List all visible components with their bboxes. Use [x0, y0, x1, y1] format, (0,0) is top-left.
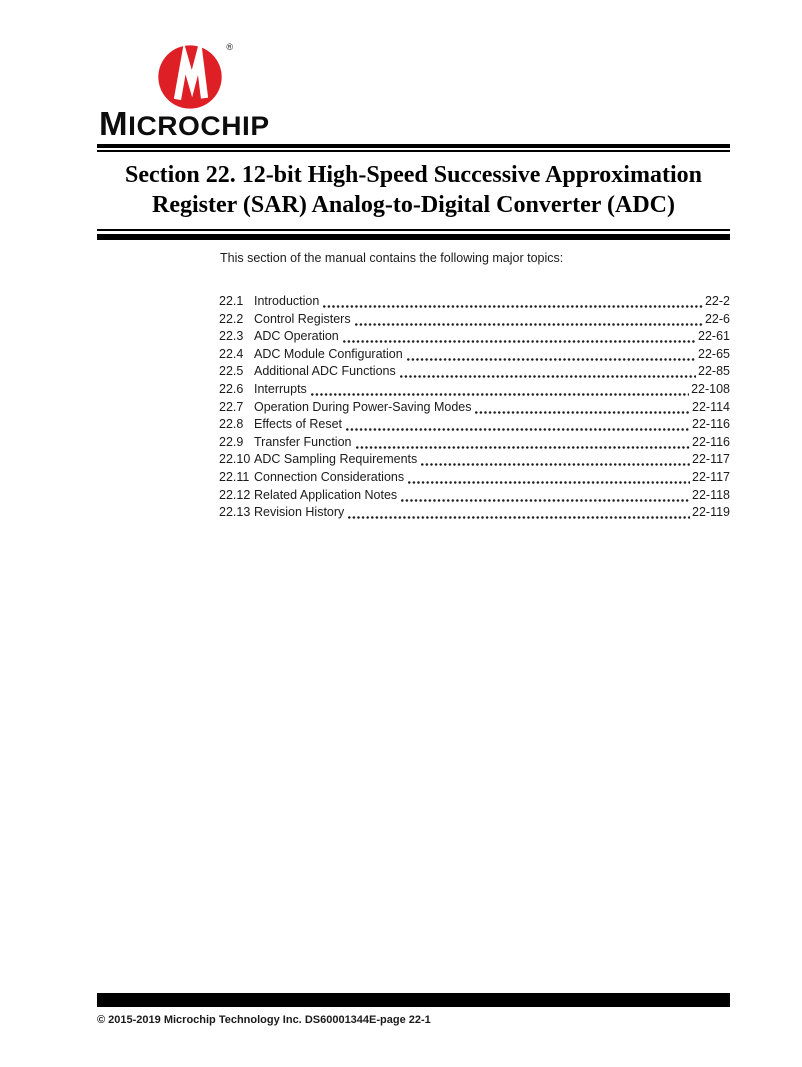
toc-dot-leader: [343, 340, 696, 343]
toc-entry-page: 22-108: [691, 381, 730, 396]
toc-entry-page: 22-116: [692, 417, 730, 432]
toc-dot-leader: [346, 428, 690, 431]
toc-entry[interactable]: [219, 294, 730, 312]
rule-bottom-thick: [97, 234, 730, 240]
toc-entry-number: 22.11: [219, 469, 250, 484]
rule-top-thick: [97, 144, 730, 148]
toc-entry[interactable]: [219, 364, 730, 382]
toc-entry-label: Additional ADC Functions: [254, 364, 396, 379]
toc-entry[interactable]: [219, 347, 730, 365]
toc-entry-page: 22-116: [692, 434, 730, 449]
toc-entry-number: 22.13: [219, 505, 251, 520]
toc-entry-page: 22-119: [692, 505, 730, 520]
toc-entry-page: 22-114: [692, 399, 730, 414]
toc-entry-page: 22-65: [698, 346, 730, 361]
page-title-line2: Register (SAR) Analog-to-Digital Converter (ADC): [151, 192, 675, 218]
toc-entry-number: 22.12: [219, 487, 251, 502]
toc-entry-number: 22.5: [219, 364, 244, 379]
toc-entry-label: ADC Sampling Requirements: [254, 452, 418, 467]
rule-bottom-thin: [97, 229, 730, 231]
footer-bar: [97, 993, 730, 1007]
toc-entry-number: 22.10: [219, 452, 251, 467]
toc-entry[interactable]: [219, 329, 730, 347]
registered-trademark-icon: ®: [226, 42, 233, 52]
toc-entry-label: Revision History: [254, 505, 345, 520]
toc-entry-label: Related Application Notes: [254, 487, 398, 502]
rule-top-thin: [97, 150, 730, 152]
toc-dot-leader: [408, 481, 690, 484]
toc-entry-page: 22-85: [698, 364, 730, 379]
toc-entry[interactable]: [219, 505, 730, 523]
toc-entry-label: Connection Considerations: [254, 469, 405, 484]
toc-entry-page: 22-2: [704, 294, 730, 308]
toc-entry-number: 22.2: [219, 311, 244, 326]
page-title: [97, 160, 730, 220]
toc-entry[interactable]: [219, 488, 730, 506]
toc-dot-leader: [311, 393, 689, 396]
toc-entry-label: Control Registers: [254, 311, 351, 326]
toc-entry-page: 22-61: [698, 329, 730, 344]
toc-entry-page: 22-118: [692, 487, 730, 502]
toc-entry[interactable]: [219, 470, 730, 488]
toc-entry[interactable]: [219, 312, 730, 330]
microchip-logo-mark: [157, 44, 235, 110]
toc-dot-leader: [356, 446, 691, 449]
toc-entry-label: Interrupts: [254, 381, 307, 396]
section-title-block: [97, 144, 730, 240]
toc-dot-leader: [475, 411, 690, 414]
toc-entry-page: 22-6: [704, 311, 730, 326]
toc-dot-leader: [400, 375, 696, 378]
toc-dot-leader: [421, 463, 690, 466]
toc-entry-label: Transfer Function: [254, 434, 352, 449]
toc-entry-number: 22.4: [219, 346, 244, 361]
table-of-contents: [219, 294, 730, 523]
toc-entry-page: 22-117: [692, 469, 730, 484]
toc-dot-leader: [355, 323, 703, 326]
footer-doc-page: DS60001344E-page 22-1: [304, 1014, 431, 1026]
toc-entry-page: 22-117: [692, 452, 730, 467]
toc-dot-leader: [348, 516, 690, 519]
toc-entry[interactable]: [219, 382, 730, 400]
microchip-wordmark: MICROCHIP: [99, 105, 270, 142]
toc-entry-number: 22.1: [219, 294, 244, 308]
microchip-m-icon: [157, 44, 223, 110]
toc-dot-leader: [401, 499, 690, 502]
microchip-logo: [99, 42, 270, 142]
toc-entry-number: 22.3: [219, 329, 244, 344]
toc-dot-leader: [407, 358, 696, 361]
toc-entry-number: 22.8: [219, 417, 244, 432]
toc-entry[interactable]: [219, 435, 730, 453]
toc-entry-label: ADC Operation: [254, 329, 339, 344]
page-title-line1: Section 22. 12-bit High-Speed Successive Approximation: [125, 162, 702, 188]
toc-entry-label: ADC Module Configuration: [254, 346, 403, 361]
toc-dot-leader: [323, 305, 703, 308]
footer-copyright: © 2015-2019 Microchip Technology Inc.: [97, 1014, 302, 1026]
toc-entry-label: Introduction: [254, 294, 320, 308]
toc-entry-label: Operation During Power-Saving Modes: [254, 399, 472, 414]
footer-text: [97, 1014, 431, 1026]
toc-entry-label: Effects of Reset: [254, 417, 343, 432]
toc-entry[interactable]: [219, 400, 730, 418]
toc-entry[interactable]: [219, 452, 730, 470]
toc-entry[interactable]: [219, 417, 730, 435]
intro-text: This section of the manual contains the following major topics:: [220, 251, 564, 265]
toc-entry-number: 22.6: [219, 381, 244, 396]
toc-entry-number: 22.9: [219, 434, 244, 449]
toc-entry-number: 22.7: [219, 399, 244, 414]
